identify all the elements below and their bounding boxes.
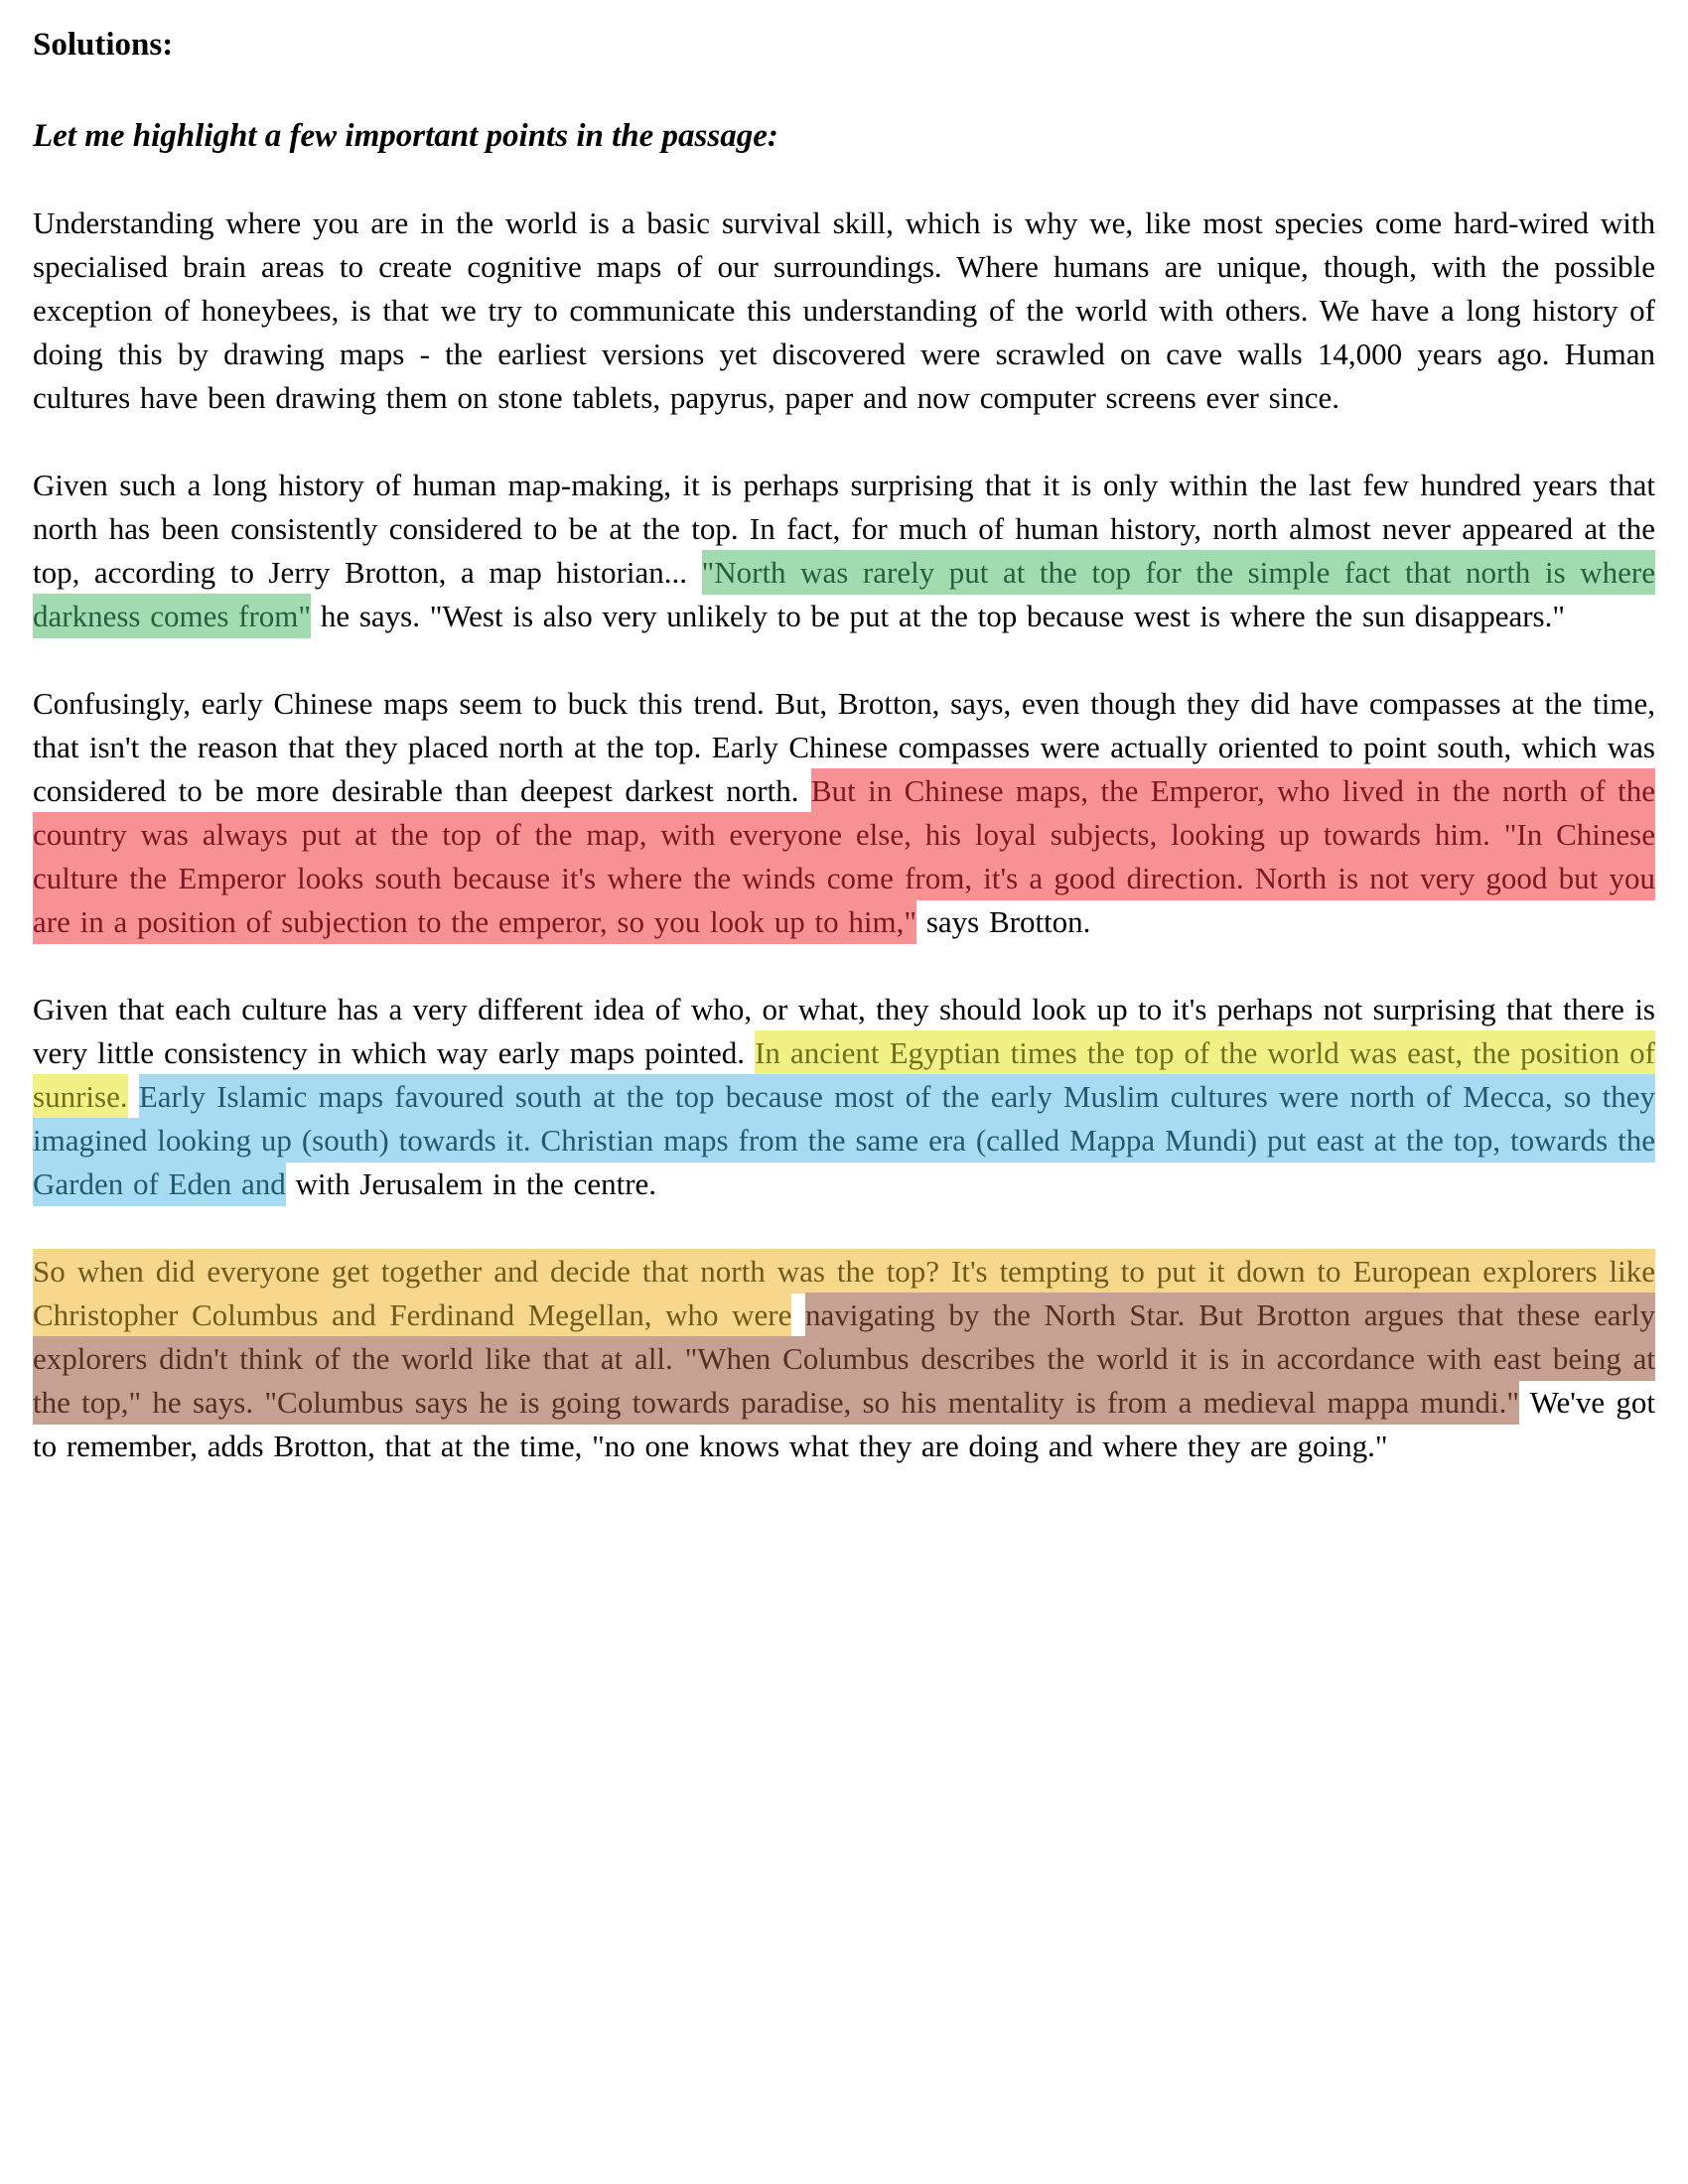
text-segment [128,1079,139,1114]
blue-highlighted-segment: Early Islamic maps favoured south at the top because most of the early Muslim cultures were north of Mecca, so they imagined looking up (south) towards it. Christian maps from the same era (called Mappa Mundi) put east at the top, towards the Garden of Eden and [33,1074,1655,1206]
brown-highlighted-segment: navigating by the North Star. But Brotton argues that these early explorers didn't think of the world like that at all. "When Columbus describes the world it is in accordance with east being at the top," he says. "Columbus says he is going towards paradise, so his mentality is from a medieval mappa mundi." [33,1293,1655,1425]
text-segment: Given such a long history of human map-making, it is perhaps surprising that it is only within the last few hundred years that north has been consistently considered to be at the top. In fact, for much of human history, north almost never appeared at the top, according to Jerry Brotton, a map historian... [33,468,1655,591]
text-segment: Confusingly, early Chinese maps seem to buck this trend. But, Brotton, says, even though they did have compasses at the time, that isn't the reason that they placed north at the top. Early Chinese compasses were actually oriented to point south, which was considered to be more desirable than deepest darkest north. [33,686,1655,809]
paragraph [33,1250,1655,1468]
page-title: Solutions: [33,27,174,63]
text-segment: Given that each culture has a very different idea of who, or what, they should look up to it's perhaps not surprising that there is very little consistency in which way early maps pointed. [33,992,1655,1071]
passage-instruction-heading: Let me highlight a few important points in the passage: [33,117,778,154]
green-highlighted-segment: "North was rarely put at the top for the simple fact that north is where darkness comes from" [33,550,1655,638]
text-segment: Understanding where you are in the world is a basic survival skill, which is why we, like most species come hard-wired with specialised brain areas to create cognitive maps of our surroundings. Where humans are unique, though, with the possible exception of honeybees, is that we try to communicate this understanding of the world with others. We have a long history of doing this by drawing maps - the earliest versions yet discovered were scrawled on cave walls 14,000 years ago. Human cultures have been drawing them on stone tablets, papyrus, paper and now computer screens ever since. [33,205,1655,416]
text-segment [791,1297,805,1332]
yellow-highlighted-segment: In ancient Egyptian times the top of the world was east, the position of sunrise. [33,1030,1655,1119]
orange-highlighted-segment: So when did everyone get together and decide that north was the top? It's tempting to put it down to European explorers like Christopher Columbus and Ferdinand Megellan, who were [33,1249,1655,1337]
text-segment: with Jerusalem in the centre. [285,1166,657,1202]
paragraph [33,682,1655,944]
text-segment: We've got to remember, adds Brotton, that at the time, "no one knows what they are doing and where they are going." [33,1385,1656,1464]
paragraph [33,464,1655,638]
text-segment: he says. "West is also very unlikely to be put at the top because west is where the sun disappears." [311,599,1566,634]
red-highlighted-segment: But in Chinese maps, the Emperor, who lived in the north of the country was always put at the top of the map, with everyone else, his loyal subjects, looking up towards him. "In Chinese culture the Emperor looks south because it's where the winds come from, it's a good direction. North is not very good but you are in a position of subjection to the emperor, so you look up to him," [33,768,1655,944]
document-body [33,202,1655,1468]
paragraph [33,988,1655,1206]
text-segment: says Brotton. [916,904,1091,940]
paragraph [33,202,1655,420]
